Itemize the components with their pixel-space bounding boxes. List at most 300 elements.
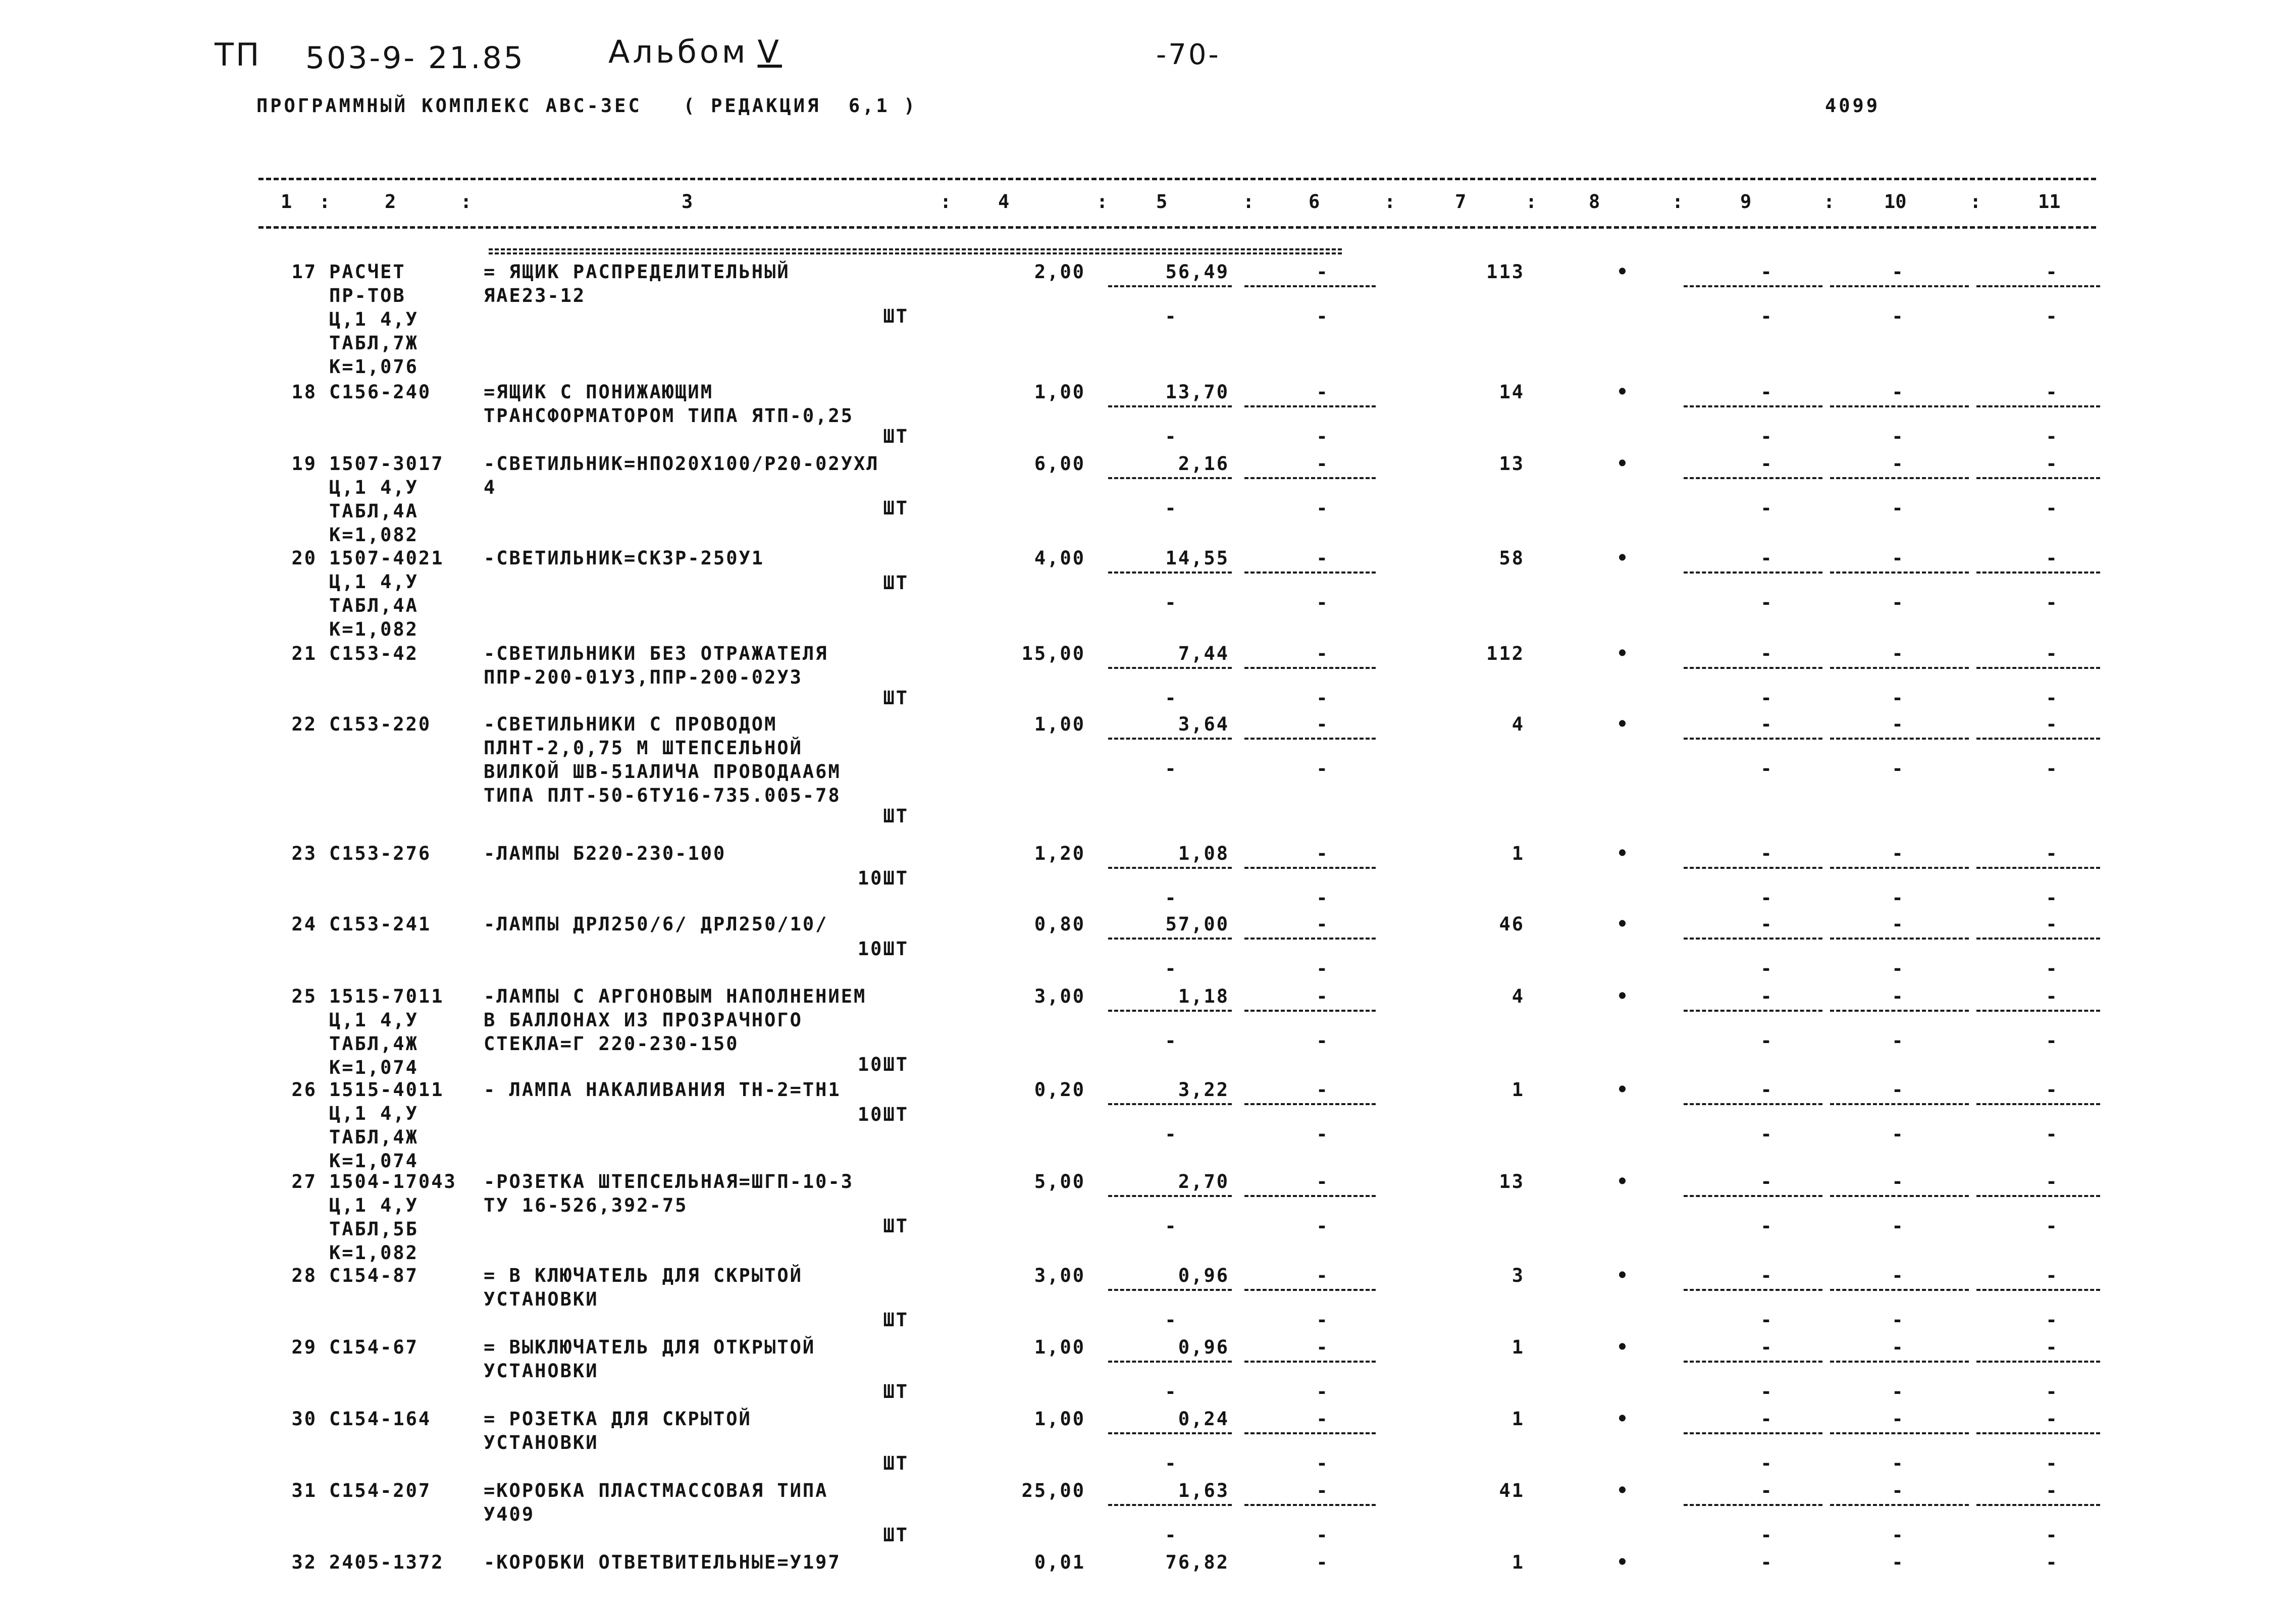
- sub-rule: [1244, 938, 1376, 940]
- sub-rule: [1244, 1289, 1376, 1291]
- sub-mark: -: [1760, 1123, 1773, 1145]
- sub-rule: [1976, 1010, 2100, 1012]
- sub-rule: [1976, 1432, 2100, 1434]
- sub-rule: [1684, 938, 1822, 940]
- row-number: 17: [291, 261, 317, 283]
- column-10-value: -: [1892, 1171, 1905, 1192]
- row-number: 31: [291, 1480, 317, 1501]
- column-separator: :: [1970, 191, 1981, 213]
- sub-mark: -: [2046, 1452, 2059, 1474]
- sub-mark: -: [1165, 758, 1178, 779]
- description-line: У409: [484, 1503, 535, 1525]
- sub-mark: -: [1165, 1030, 1178, 1052]
- column-9-value: -: [1760, 1408, 1773, 1430]
- column-6-value: -: [1316, 1171, 1329, 1192]
- description-line: = ВЫКЛЮЧАТЕЛЬ ДЛЯ ОТКРЫТОЙ: [484, 1336, 816, 1358]
- column-9-value: -: [1760, 1551, 1773, 1573]
- unit-cost: 1,08: [1178, 843, 1229, 864]
- sub-rule: [1976, 867, 2100, 869]
- description-line: ПЛНТ-2,0,75 М ШТЕПСЕЛЬНОЙ: [484, 737, 803, 759]
- sub-rule: [1244, 405, 1376, 407]
- sub-mark: -: [1892, 592, 1905, 613]
- unit-of-measure: ШТ: [883, 1452, 909, 1474]
- unit-of-measure: ШТ: [883, 805, 909, 827]
- sub-rule: [1830, 667, 1969, 669]
- code-line: Ц,1 4,У: [329, 308, 419, 330]
- description-line: -ЛАМПЫ ДРЛ250/6/ ДРЛ250/10/: [484, 913, 828, 935]
- sub-mark: -: [1760, 426, 1773, 447]
- column-6-value: -: [1316, 643, 1329, 664]
- code-line: 1507-4021: [329, 547, 444, 569]
- sub-rule: [1976, 738, 2100, 740]
- column-separator: :: [1097, 191, 1108, 213]
- table-row: [0, 842, 2296, 912]
- column-11-value: -: [2046, 843, 2059, 864]
- column-10-value: -: [1892, 1480, 1905, 1501]
- item-description: [484, 260, 938, 307]
- code-line: С154-164: [329, 1408, 432, 1430]
- sub-rule: [1830, 571, 1969, 574]
- album-number: V: [757, 33, 782, 70]
- column-9-value: -: [1760, 713, 1773, 735]
- item-description: [484, 712, 938, 807]
- column-8-value: •: [1616, 1171, 1630, 1192]
- code-line: РАСЧЕТ: [329, 261, 406, 283]
- sub-mark: -: [1892, 1030, 1905, 1052]
- item-description: [484, 1264, 938, 1311]
- sub-mark: -: [1760, 1381, 1773, 1402]
- sub-rule: [1976, 1504, 2100, 1506]
- description-line: = РОЗЕТКА ДЛЯ СКРЫТОЙ: [484, 1408, 752, 1430]
- column-8-value: •: [1616, 1480, 1630, 1501]
- description-line: -СВЕТИЛЬНИК=СК3Р-250У1: [484, 547, 765, 569]
- unit-of-measure: 10ШТ: [857, 1054, 909, 1075]
- estimate-table: [0, 260, 2296, 1593]
- total-cost: 1: [1511, 1408, 1525, 1430]
- column-header-6: 6: [1309, 191, 1320, 213]
- description-line: ВИЛКОЙ ШВ-51АЛИЧА ПРОВОДАА6М: [484, 761, 841, 783]
- sub-mark: -: [2046, 1381, 2059, 1402]
- item-description: [484, 452, 938, 499]
- sub-mark: -: [1892, 958, 1905, 979]
- sub-rule: [1976, 1195, 2100, 1197]
- code-line: ТАБЛ,4Ж: [329, 1126, 419, 1148]
- column-header-4: 4: [998, 191, 1010, 213]
- sub-rule: [1108, 938, 1232, 940]
- sub-rule: [1830, 738, 1969, 740]
- sub-mark: -: [1316, 1452, 1329, 1474]
- code-line: ТАБЛ,5Б: [329, 1218, 419, 1240]
- sub-rule: [1684, 738, 1822, 740]
- column-8-value: •: [1616, 547, 1630, 569]
- sub-mark: -: [1760, 305, 1773, 327]
- code-line: К=1,076: [329, 356, 419, 378]
- code-line: С154-67: [329, 1336, 419, 1358]
- column-separator: :: [1384, 191, 1396, 213]
- item-description: [484, 1078, 938, 1102]
- description-line: ТУ 16-526,392-75: [484, 1194, 688, 1216]
- sub-rule: [1684, 1103, 1822, 1105]
- code-and-reference: [329, 260, 476, 379]
- sub-rule: [1244, 285, 1376, 287]
- code-and-reference: [329, 1335, 476, 1359]
- column-8-value: •: [1616, 1265, 1630, 1286]
- unit-cost: 3,64: [1178, 713, 1229, 735]
- column-10-value: -: [1892, 843, 1905, 864]
- code-line: 1515-7011: [329, 985, 444, 1007]
- code-and-reference: [329, 1550, 476, 1574]
- column-11-value: -: [2046, 1265, 2059, 1286]
- sub-rule: [1108, 405, 1232, 407]
- sub-mark: -: [1892, 1452, 1905, 1474]
- sub-rule: [1684, 1361, 1822, 1363]
- column-8-value: •: [1616, 643, 1630, 664]
- description-line: -СВЕТИЛЬНИК=НПО20Х100/Р20-02УХЛ: [484, 453, 879, 475]
- sub-rule: [1108, 571, 1232, 574]
- unit-cost: 1,18: [1178, 985, 1229, 1007]
- code-line: 2405-1372: [329, 1551, 444, 1573]
- column-9-value: -: [1760, 1480, 1773, 1501]
- code-and-reference: [329, 380, 476, 404]
- sub-rule: [1244, 1432, 1376, 1434]
- unit-of-measure: 10ШТ: [857, 938, 909, 960]
- item-description: [484, 546, 938, 570]
- sub-rule: [1684, 571, 1822, 574]
- column-6-value: -: [1316, 1079, 1329, 1101]
- sub-rule: [1108, 867, 1232, 869]
- unit-cost: 2,16: [1178, 453, 1229, 475]
- sub-mark: -: [2046, 687, 2059, 709]
- column-9-value: -: [1760, 1079, 1773, 1101]
- unit-of-measure: ШТ: [883, 1309, 909, 1331]
- sub-mark: -: [1316, 1215, 1329, 1237]
- row-number: 24: [291, 913, 317, 935]
- description-line: = ЯЩИК РАСПРЕДЕЛИТЕЛЬНЫЙ: [484, 261, 790, 283]
- sub-rule: [1684, 667, 1822, 669]
- code-and-reference: [329, 1479, 476, 1502]
- sub-mark: -: [1760, 592, 1773, 613]
- sub-mark: -: [2046, 1030, 2059, 1052]
- column-9-value: -: [1760, 843, 1773, 864]
- row-number: 32: [291, 1551, 317, 1573]
- column-8-value: •: [1616, 713, 1630, 735]
- sub-rule: [1244, 1361, 1376, 1363]
- sub-rule: [1684, 405, 1822, 407]
- sub-mark: -: [1316, 687, 1329, 709]
- sub-mark: -: [1316, 1030, 1329, 1052]
- column-10-value: -: [1892, 1336, 1905, 1358]
- project-code: 503-9- 21.85: [305, 40, 525, 76]
- sub-mark: -: [1165, 305, 1178, 327]
- table-row: [0, 1335, 2296, 1407]
- table-row: [0, 260, 2296, 380]
- sub-mark: -: [1316, 758, 1329, 779]
- sub-rule: [1108, 667, 1232, 669]
- sub-rule: [1244, 738, 1376, 740]
- unit-cost: 13,70: [1165, 381, 1229, 403]
- sub-mark: -: [1165, 1524, 1178, 1546]
- sub-mark: -: [2046, 887, 2059, 909]
- quantity: 0,20: [1034, 1079, 1085, 1101]
- unit-of-measure: ШТ: [883, 426, 909, 447]
- table-row: [0, 452, 2296, 546]
- quantity: 0,01: [1034, 1551, 1085, 1573]
- quantity: 5,00: [1034, 1171, 1085, 1192]
- item-description: [484, 642, 938, 689]
- unit-of-measure: ШТ: [883, 305, 909, 327]
- column-11-value: -: [2046, 381, 2059, 403]
- column-11-value: -: [2046, 643, 2059, 664]
- quantity: 15,00: [1021, 643, 1085, 664]
- column-header-9: 9: [1740, 191, 1752, 213]
- quantity: 1,00: [1034, 1408, 1085, 1430]
- table-row: [0, 1407, 2296, 1479]
- description-line: =КОРОБКА ПЛАСТМАССОВАЯ ТИПА: [484, 1480, 828, 1501]
- column-9-value: -: [1760, 643, 1773, 664]
- column-6-value: -: [1316, 1551, 1329, 1573]
- sub-mark: -: [1316, 1524, 1329, 1546]
- sub-mark: -: [1760, 758, 1773, 779]
- code-line: К=1,082: [329, 524, 419, 546]
- column-separator: :: [460, 191, 472, 213]
- sub-rule: [1684, 1195, 1822, 1197]
- sub-mark: -: [2046, 958, 2059, 979]
- column-8-value: •: [1616, 381, 1630, 403]
- total-cost: 1: [1511, 1551, 1525, 1573]
- sub-rule: [1244, 1195, 1376, 1197]
- column-10-value: -: [1892, 985, 1905, 1007]
- column-header-10: 10: [1884, 191, 1907, 213]
- column-6-value: -: [1316, 913, 1329, 935]
- code-line: С154-207: [329, 1480, 432, 1501]
- sub-mark: -: [2046, 1123, 2059, 1145]
- column-11-value: -: [2046, 985, 2059, 1007]
- description-line: -ЛАМПЫ Б220-230-100: [484, 843, 726, 864]
- item-description: [484, 1335, 938, 1383]
- sub-mark: -: [1165, 887, 1178, 909]
- column-10-value: -: [1892, 643, 1905, 664]
- column-header-2: 2: [385, 191, 396, 213]
- code-line: ТАБЛ,4А: [329, 595, 419, 616]
- sub-rule: [1830, 1195, 1969, 1197]
- sub-mark: -: [2046, 1309, 2059, 1331]
- item-description: [484, 1407, 938, 1454]
- column-separator: :: [1672, 191, 1684, 213]
- unit-cost: 2,70: [1178, 1171, 1229, 1192]
- sub-rule: [1108, 1289, 1232, 1291]
- code-line: К=1,082: [329, 618, 419, 640]
- code-line: Ц,1 4,У: [329, 477, 419, 498]
- page-number: -70-: [1156, 38, 1221, 71]
- column-separator: :: [940, 191, 952, 213]
- unit-cost: 14,55: [1165, 547, 1229, 569]
- sub-mark: -: [2046, 305, 2059, 327]
- row-number: 19: [291, 453, 317, 475]
- column-6-value: -: [1316, 1408, 1329, 1430]
- description-line: -РОЗЕТКА ШТЕПСЕЛЬНАЯ=ШГП-10-3: [484, 1171, 854, 1192]
- column-11-value: -: [2046, 1171, 2059, 1192]
- code-line: С153-42: [329, 643, 419, 664]
- sub-rule: [1976, 1289, 2100, 1291]
- column-6-value: -: [1316, 1336, 1329, 1358]
- item-description: [484, 380, 938, 428]
- description-line: ТИПА ПЛТ-50-6ТУ16-735.005-78: [484, 785, 841, 806]
- description-line: ЯАЕ23-12: [484, 285, 586, 306]
- code-line: С153-276: [329, 843, 432, 864]
- document-number: 4099: [1825, 95, 1881, 117]
- sub-mark: -: [1316, 1309, 1329, 1331]
- code-line: 1504-17043: [329, 1171, 457, 1192]
- description-line: УСТАНОВКИ: [484, 1432, 599, 1453]
- column-header-8: 8: [1589, 191, 1600, 213]
- sub-rule: [1244, 1010, 1376, 1012]
- sub-mark: -: [1316, 958, 1329, 979]
- sub-rule: [1684, 285, 1822, 287]
- code-line: С154-87: [329, 1265, 419, 1286]
- sub-mark: -: [1892, 758, 1905, 779]
- sub-mark: -: [1165, 687, 1178, 709]
- code-and-reference: [329, 712, 476, 736]
- table-row: [0, 912, 2296, 984]
- sub-rule: [1830, 1361, 1969, 1363]
- code-and-reference: [329, 642, 476, 665]
- quantity: 3,00: [1034, 1265, 1085, 1286]
- column-9-value: -: [1760, 1265, 1773, 1286]
- column-11-value: -: [2046, 1480, 2059, 1501]
- unit-cost: 0,24: [1178, 1408, 1229, 1430]
- column-10-value: -: [1892, 913, 1905, 935]
- quantity: 1,00: [1034, 713, 1085, 735]
- column-6-value: -: [1316, 1480, 1329, 1501]
- total-cost: 113: [1486, 261, 1525, 283]
- total-cost: 4: [1511, 985, 1525, 1007]
- column-9-value: -: [1760, 381, 1773, 403]
- column-8-value: •: [1616, 261, 1630, 283]
- sub-rule: [1244, 571, 1376, 574]
- row-number: 29: [291, 1336, 317, 1358]
- sub-mark: -: [1165, 592, 1178, 613]
- column-8-value: •: [1616, 843, 1630, 864]
- unit-of-measure: ШТ: [883, 1524, 909, 1546]
- item-description: [484, 1479, 938, 1526]
- column-11-value: -: [2046, 547, 2059, 569]
- column-9-value: -: [1760, 1336, 1773, 1358]
- column-separator: :: [319, 191, 331, 213]
- code-line: ТАБЛ,7Ж: [329, 332, 419, 354]
- sub-mark: -: [1892, 497, 1905, 519]
- sub-rule: [1244, 867, 1376, 869]
- sub-mark: -: [1760, 497, 1773, 519]
- column-9-value: -: [1760, 913, 1773, 935]
- item-description: [484, 1550, 938, 1574]
- unit-of-measure: 10ШТ: [857, 1104, 909, 1125]
- item-description: [484, 842, 938, 865]
- column-11-value: -: [2046, 1551, 2059, 1573]
- section-rule-a: [489, 248, 1342, 250]
- code-line: 1515-4011: [329, 1079, 444, 1101]
- header-rule-bottom: [258, 226, 2096, 229]
- row-number: 22: [291, 713, 317, 735]
- sub-mark: -: [2046, 426, 2059, 447]
- sub-mark: -: [1760, 1452, 1773, 1474]
- description-line: =ЯЩИК С ПОНИЖАЮЩИМ: [484, 381, 713, 403]
- description-line: -ЛАМПЫ С АРГОНОВЫМ НАПОЛНЕНИЕМ: [484, 985, 867, 1007]
- sub-mark: -: [1165, 1123, 1178, 1145]
- sub-rule: [1830, 867, 1969, 869]
- sub-mark: -: [1165, 1452, 1178, 1474]
- column-11-value: -: [2046, 1408, 2059, 1430]
- quantity: 0,80: [1034, 913, 1085, 935]
- code-line: К=1,074: [329, 1150, 419, 1172]
- sub-rule: [1108, 477, 1232, 479]
- sub-mark: -: [1760, 687, 1773, 709]
- column-separator: :: [1243, 191, 1255, 213]
- code-line: ТАБЛ,4Ж: [329, 1033, 419, 1055]
- description-line: ППР-200-01У3,ППР-200-02У3: [484, 666, 803, 688]
- sub-rule: [1108, 1195, 1232, 1197]
- column-9-value: -: [1760, 261, 1773, 283]
- sub-mark: -: [1316, 426, 1329, 447]
- total-cost: 58: [1499, 547, 1525, 569]
- column-separator: :: [1526, 191, 1537, 213]
- sub-mark: -: [1892, 1309, 1905, 1331]
- column-6-value: -: [1316, 1265, 1329, 1286]
- code-and-reference: [329, 452, 476, 547]
- code-and-reference: [329, 546, 476, 641]
- code-line: ТАБЛ,4А: [329, 500, 419, 522]
- row-number: 18: [291, 381, 317, 403]
- table-row: [0, 642, 2296, 712]
- sub-mark: -: [1760, 1524, 1773, 1546]
- unit-cost: 56,49: [1165, 261, 1229, 283]
- column-10-value: -: [1892, 713, 1905, 735]
- column-6-value: -: [1316, 261, 1329, 283]
- sub-mark: -: [1892, 1381, 1905, 1402]
- sub-rule: [1108, 1504, 1232, 1506]
- column-header-3: 3: [682, 191, 693, 213]
- sub-rule: [1244, 667, 1376, 669]
- sub-mark: -: [1316, 1123, 1329, 1145]
- column-header-11: 11: [2038, 191, 2061, 213]
- sub-mark: -: [1165, 497, 1178, 519]
- table-row: [0, 380, 2296, 452]
- unit-of-measure: ШТ: [883, 572, 909, 594]
- sub-mark: -: [1760, 1309, 1773, 1331]
- column-separator: :: [1823, 191, 1835, 213]
- row-number: 20: [291, 547, 317, 569]
- column-10-value: -: [1892, 381, 1905, 403]
- column-6-value: -: [1316, 453, 1329, 475]
- sub-rule: [1244, 1103, 1376, 1105]
- code-line: Ц,1 4,У: [329, 1194, 419, 1216]
- sub-rule: [1244, 1504, 1376, 1506]
- sub-mark: -: [1892, 1123, 1905, 1145]
- sub-rule: [1108, 1361, 1232, 1363]
- column-6-value: -: [1316, 713, 1329, 735]
- total-cost: 112: [1486, 643, 1525, 664]
- quantity: 1,00: [1034, 381, 1085, 403]
- code-and-reference: [329, 1078, 476, 1173]
- unit-of-measure: ШТ: [883, 1215, 909, 1237]
- quantity: 2,00: [1034, 261, 1085, 283]
- total-cost: 14: [1499, 381, 1525, 403]
- column-11-value: -: [2046, 453, 2059, 475]
- column-10-value: -: [1892, 1079, 1905, 1101]
- total-cost: 4: [1511, 713, 1525, 735]
- sub-rule: [1976, 285, 2100, 287]
- sub-rule: [1830, 938, 1969, 940]
- code-and-reference: [329, 842, 476, 865]
